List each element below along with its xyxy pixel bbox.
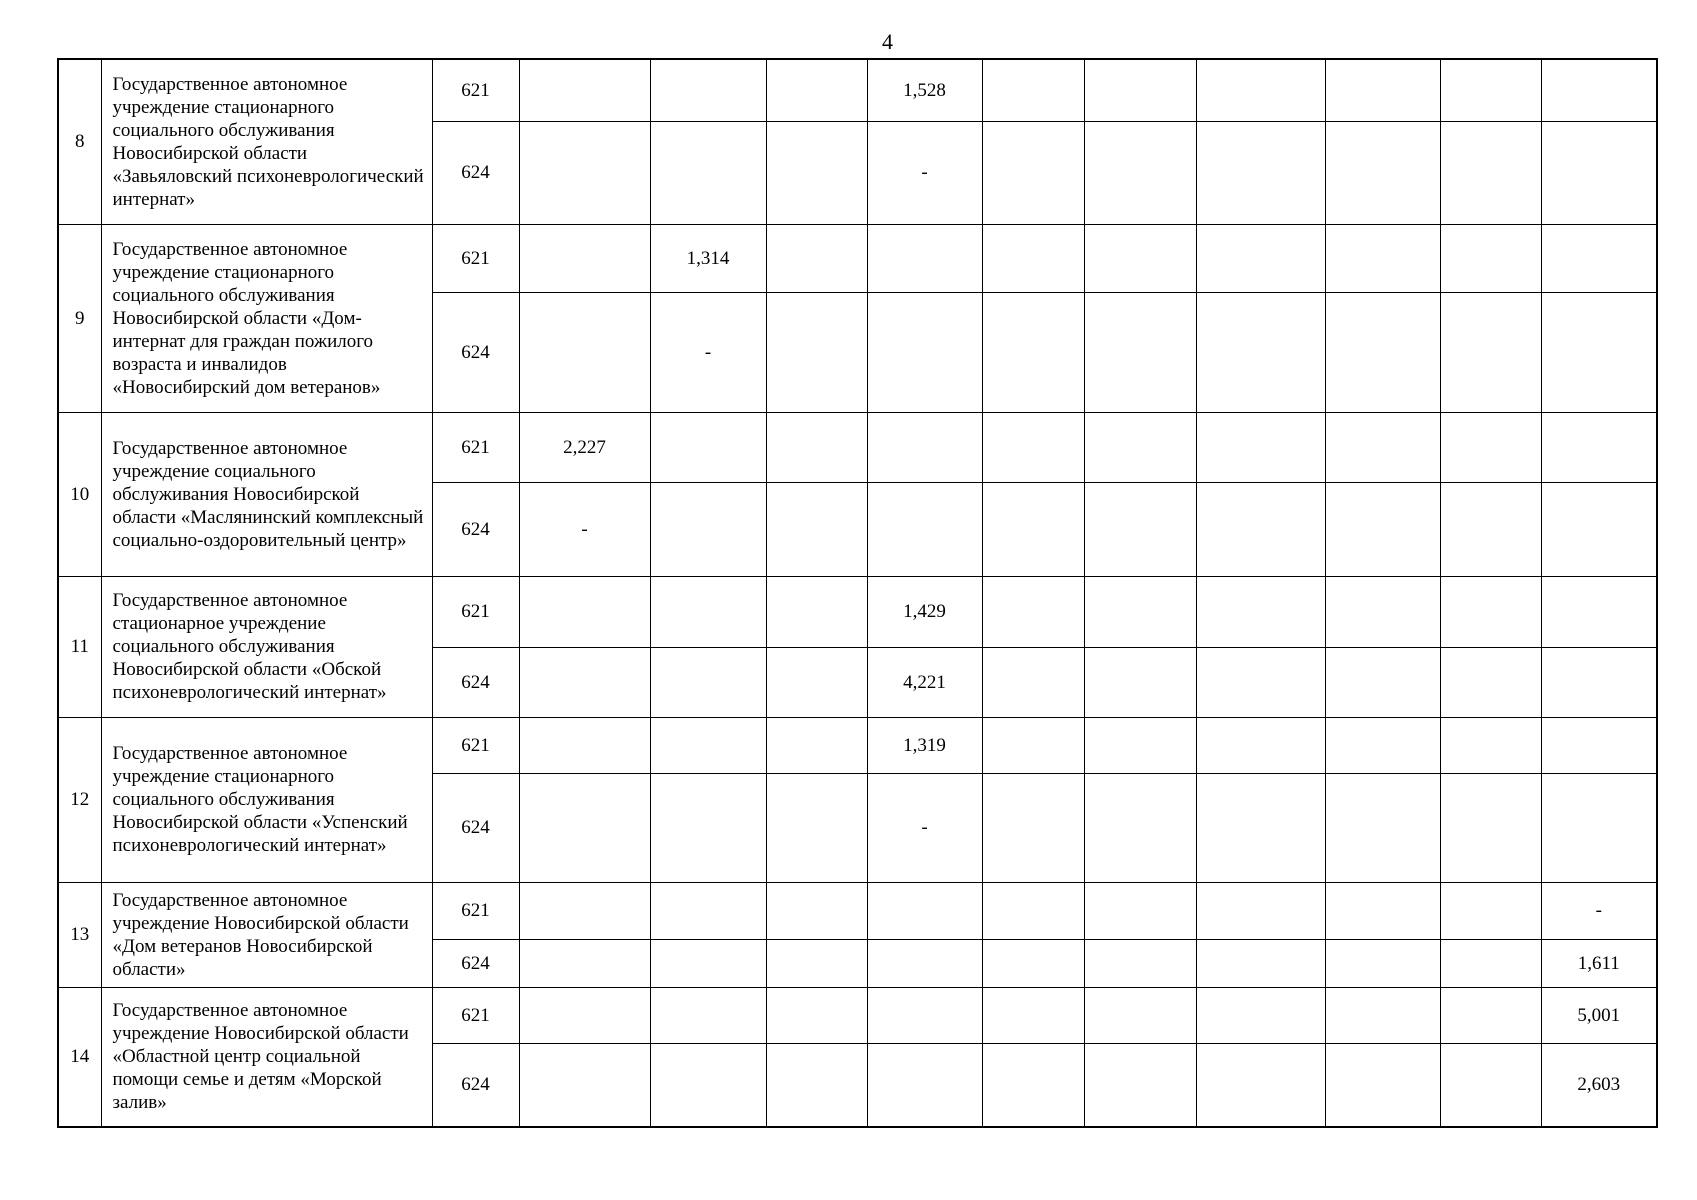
value-cell [1196, 987, 1325, 1043]
value-cell [1325, 717, 1440, 773]
value-cell [1196, 59, 1325, 121]
value-cell [519, 224, 650, 292]
value-cell [519, 59, 650, 121]
value-cell [1196, 717, 1325, 773]
row-number: 13 [58, 882, 101, 987]
value-cell [867, 482, 982, 576]
table-row [58, 717, 1657, 773]
value-cell [766, 647, 867, 717]
value-cell [1325, 482, 1440, 576]
code-cell: 621 [432, 412, 519, 482]
value-cell [1541, 412, 1657, 482]
value-cell [650, 482, 766, 576]
code-cell: 621 [432, 987, 519, 1043]
value-cell [1440, 121, 1541, 224]
value-cell [982, 292, 1084, 412]
value-cell [766, 717, 867, 773]
value-cell: - [867, 773, 982, 882]
value-cell [982, 717, 1084, 773]
value-cell: 5,001 [1541, 987, 1657, 1043]
value-cell [1541, 576, 1657, 647]
value-cell [519, 717, 650, 773]
value-cell [766, 987, 867, 1043]
value-cell [650, 121, 766, 224]
value-cell [1084, 717, 1196, 773]
value-cell [650, 647, 766, 717]
value-cell [766, 576, 867, 647]
institution-name: Государственное автономное учреждение Новосибирской области «Дом ветеранов Новосибирской области» [101, 882, 432, 987]
value-cell [1541, 224, 1657, 292]
value-cell [1084, 412, 1196, 482]
value-cell [1440, 224, 1541, 292]
value-cell: 1,319 [867, 717, 982, 773]
institution-name: Государственное автономное учреждение Новосибирской области «Областной центр социальной помощи семье и детям «Морской залив» [101, 987, 432, 1127]
code-cell: 621 [432, 576, 519, 647]
value-cell [1196, 939, 1325, 987]
value-cell: 4,221 [867, 647, 982, 717]
row-number: 10 [58, 412, 101, 576]
value-cell: 1,528 [867, 59, 982, 121]
value-cell [982, 412, 1084, 482]
value-cell [1325, 292, 1440, 412]
value-cell [1084, 482, 1196, 576]
table-row [58, 576, 1657, 647]
row-number: 14 [58, 987, 101, 1127]
value-cell [982, 773, 1084, 882]
value-cell [650, 987, 766, 1043]
table-row [58, 412, 1657, 482]
page-number: 4 [882, 29, 893, 54]
value-cell [1084, 987, 1196, 1043]
value-cell [1541, 121, 1657, 224]
value-cell [1084, 882, 1196, 939]
value-cell [867, 224, 982, 292]
value-cell: - [867, 121, 982, 224]
value-cell [982, 482, 1084, 576]
value-cell [519, 939, 650, 987]
value-cell [1440, 647, 1541, 717]
value-cell [982, 939, 1084, 987]
value-cell [1084, 292, 1196, 412]
value-cell [766, 412, 867, 482]
table-row [58, 224, 1657, 292]
value-cell [982, 1043, 1084, 1127]
row-number: 12 [58, 717, 101, 882]
value-cell: 2,603 [1541, 1043, 1657, 1127]
value-cell [1541, 59, 1657, 121]
code-cell: 624 [432, 939, 519, 987]
value-cell [982, 224, 1084, 292]
value-cell [867, 412, 982, 482]
value-cell [766, 773, 867, 882]
table-row [58, 987, 1657, 1043]
value-cell [1325, 121, 1440, 224]
value-cell: - [1541, 882, 1657, 939]
value-cell [1440, 717, 1541, 773]
value-cell [1325, 939, 1440, 987]
value-cell [1196, 882, 1325, 939]
value-cell [1325, 773, 1440, 882]
value-cell [1541, 647, 1657, 717]
value-cell [867, 939, 982, 987]
value-cell [519, 773, 650, 882]
value-cell [1440, 576, 1541, 647]
value-cell: 1,611 [1541, 939, 1657, 987]
code-cell: 621 [432, 882, 519, 939]
value-cell: 2,227 [519, 412, 650, 482]
institution-name: Государственное автономное стационарное учреждение социального обслуживания Новосибирской области «Обской психоневрологический интернат» [101, 576, 432, 717]
value-cell [867, 292, 982, 412]
institution-name: Государственное автономное учреждение социального обслуживания Новосибирской области «Маслянинский комплексный социально-оздоровительный центр» [101, 412, 432, 576]
value-cell [1196, 773, 1325, 882]
value-cell [1196, 292, 1325, 412]
value-cell [1084, 773, 1196, 882]
value-cell [1440, 987, 1541, 1043]
value-cell [1440, 1043, 1541, 1127]
value-cell [1440, 882, 1541, 939]
value-cell [650, 773, 766, 882]
value-cell [1325, 1043, 1440, 1127]
code-cell: 624 [432, 647, 519, 717]
value-cell [766, 939, 867, 987]
table-row [58, 59, 1657, 121]
value-cell [1196, 224, 1325, 292]
row-number: 11 [58, 576, 101, 717]
row-number: 8 [58, 59, 101, 224]
value-cell [1440, 482, 1541, 576]
value-cell [1084, 576, 1196, 647]
code-cell: 621 [432, 59, 519, 121]
value-cell [766, 1043, 867, 1127]
value-cell [1325, 647, 1440, 717]
row-number: 9 [58, 224, 101, 412]
value-cell [982, 647, 1084, 717]
value-cell [519, 987, 650, 1043]
value-cell [982, 576, 1084, 647]
value-cell [766, 224, 867, 292]
value-cell [867, 987, 982, 1043]
value-cell [1196, 482, 1325, 576]
value-cell: - [650, 292, 766, 412]
value-cell [1440, 939, 1541, 987]
value-cell [650, 1043, 766, 1127]
value-cell [1325, 59, 1440, 121]
code-cell: 624 [432, 1043, 519, 1127]
institution-name: Государственное автономное учреждение стационарного социального обслуживания Новосибирской области «Завьяловский психоневрологический интернат» [101, 59, 432, 224]
value-cell [1440, 59, 1541, 121]
value-cell [1541, 482, 1657, 576]
value-cell [650, 882, 766, 939]
value-cell [982, 121, 1084, 224]
table-row [58, 882, 1657, 939]
value-cell [1325, 987, 1440, 1043]
value-cell [650, 412, 766, 482]
value-cell [519, 1043, 650, 1127]
value-cell [1196, 121, 1325, 224]
value-cell [1440, 292, 1541, 412]
value-cell [1084, 121, 1196, 224]
value-cell [1084, 647, 1196, 717]
institution-name: Государственное автономное учреждение стационарного социального обслуживания Новосибирской области «Успенский психоневрологический интернат» [101, 717, 432, 882]
value-cell [1196, 647, 1325, 717]
value-cell [1084, 224, 1196, 292]
value-cell [1541, 292, 1657, 412]
value-cell [1084, 59, 1196, 121]
value-cell [1541, 717, 1657, 773]
value-cell [519, 121, 650, 224]
value-cell [1325, 412, 1440, 482]
code-cell: 624 [432, 121, 519, 224]
value-cell [1325, 576, 1440, 647]
value-cell [982, 987, 1084, 1043]
value-cell [650, 939, 766, 987]
value-cell [519, 882, 650, 939]
value-cell [650, 717, 766, 773]
value-cell [982, 59, 1084, 121]
value-cell [1325, 882, 1440, 939]
value-cell [1196, 576, 1325, 647]
code-cell: 621 [432, 224, 519, 292]
value-cell [1084, 1043, 1196, 1127]
value-cell [1325, 224, 1440, 292]
value-cell [766, 292, 867, 412]
value-cell [519, 647, 650, 717]
value-cell: - [519, 482, 650, 576]
value-cell [519, 292, 650, 412]
value-cell: 1,429 [867, 576, 982, 647]
value-cell [650, 59, 766, 121]
value-cell [1196, 1043, 1325, 1127]
value-cell [766, 59, 867, 121]
value-cell [1440, 412, 1541, 482]
table-body [58, 59, 1657, 1127]
value-cell [867, 1043, 982, 1127]
value-cell: 1,314 [650, 224, 766, 292]
value-cell [1440, 773, 1541, 882]
value-cell [650, 576, 766, 647]
value-cell [1084, 939, 1196, 987]
code-cell: 624 [432, 292, 519, 412]
institution-name: Государственное автономное учреждение стационарного социального обслуживания Новосибирской области «Дом-интернат для граждан пожилого возраста и инвалидов «Новосибирский дом ветеранов» [101, 224, 432, 412]
code-cell: 621 [432, 717, 519, 773]
code-cell: 624 [432, 482, 519, 576]
institutions-table [57, 58, 1658, 1128]
value-cell [867, 882, 982, 939]
value-cell [1196, 412, 1325, 482]
value-cell [766, 482, 867, 576]
value-cell [766, 121, 867, 224]
code-cell: 624 [432, 773, 519, 882]
value-cell [519, 576, 650, 647]
value-cell [1541, 773, 1657, 882]
value-cell [982, 882, 1084, 939]
value-cell [766, 882, 867, 939]
